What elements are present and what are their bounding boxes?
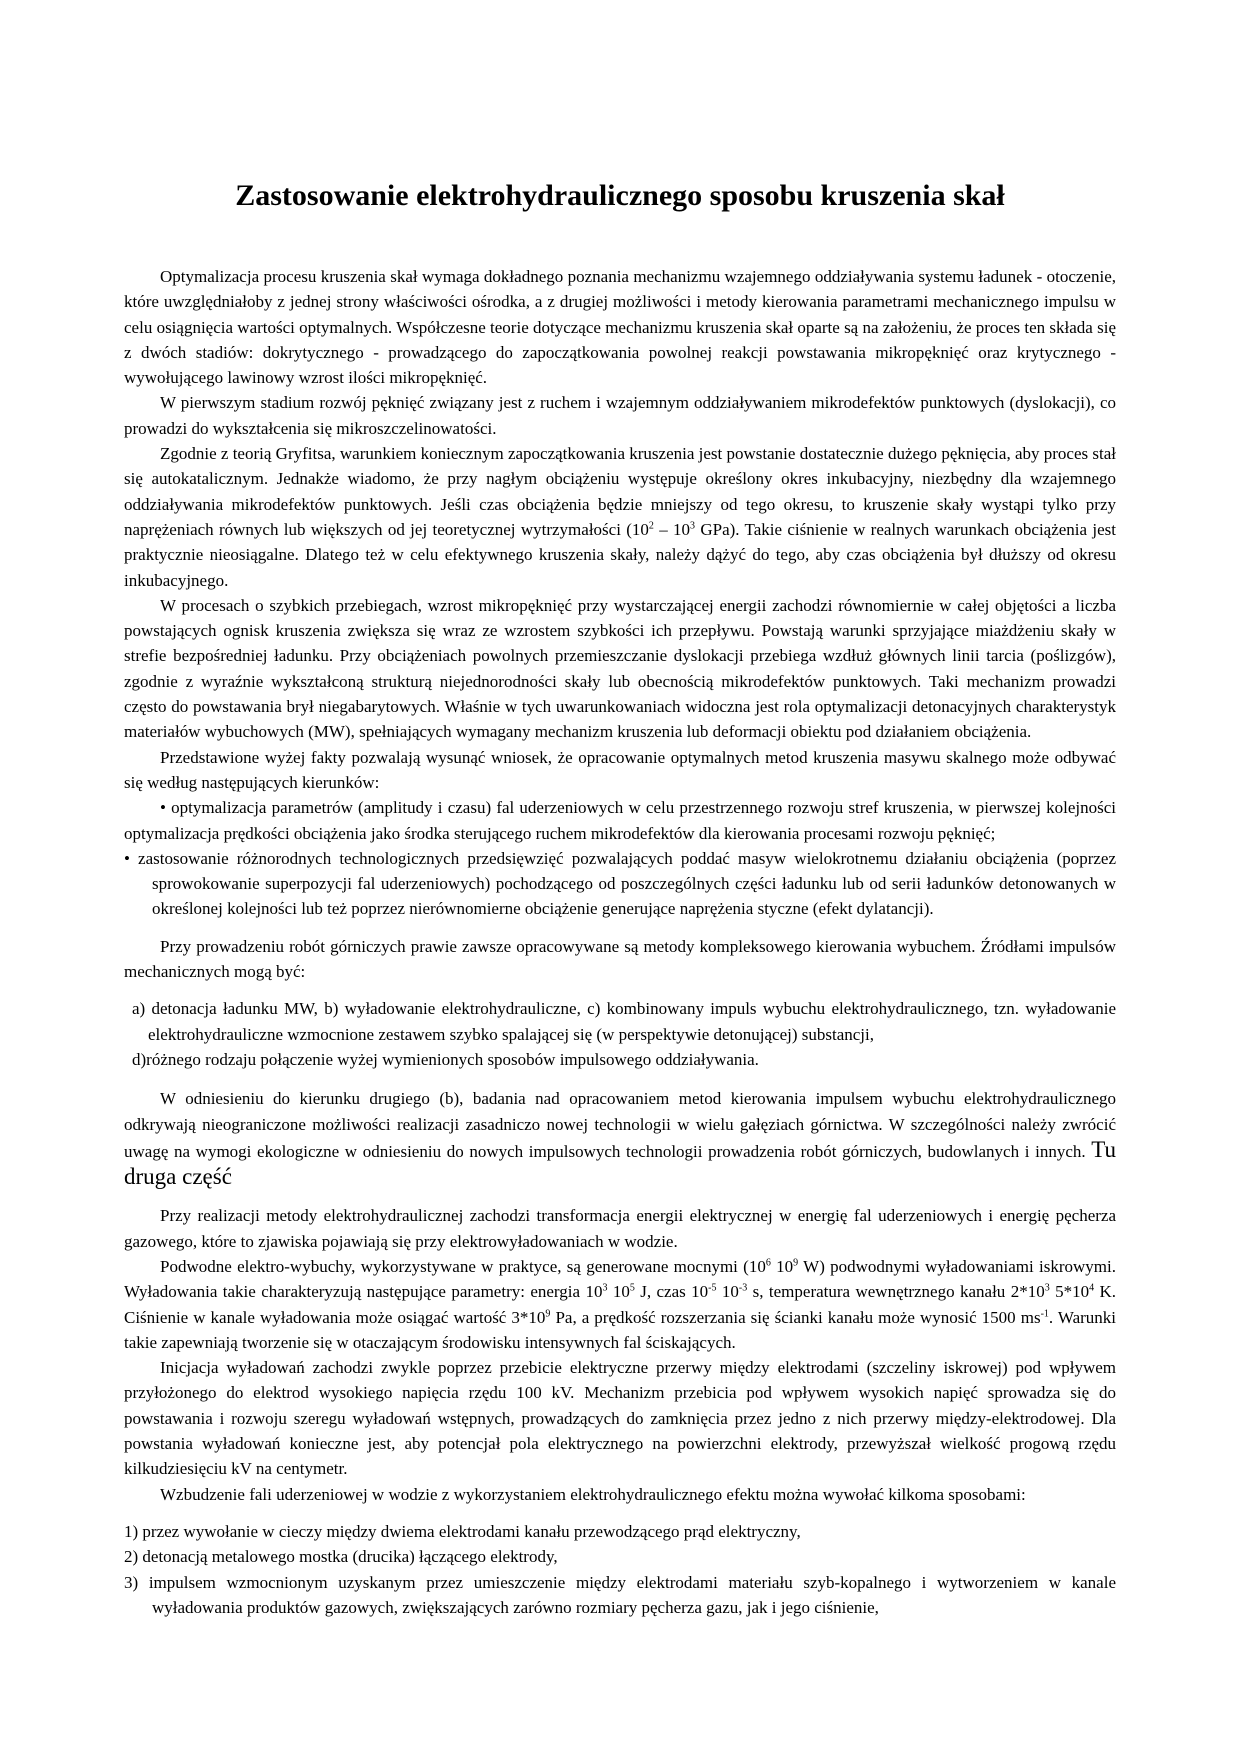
paragraph-4: W procesach o szybkich przebiegach, wzrost mikropęknięć przy wystarczającej energii zachodzi równomiernie w całej objętości a liczba powstających ognisk kruszenia zwiększa się wraz ze wzrostem szybkości ich przepływu. Powstają warunki sprzyjające miażdżeniu skały w strefie bezpośredniej ładunku. Przy obciążeniach powolnych przemieszczanie dyslokacji przebiega wzdłuż głównych linii tarcia (poślizgów), zgodnie z wyraźnie wykształconą strukturą niejednorodności skały lub obecnością mikrodefektów punktowych. Taki mechanizm prowadzi często do powstawania brył niegabarytowych. Właśnie w tych uwarunkowaniach widoczna jest rola optymalizacji detonacyjnych charakterystyk materiałów wybuchowych (MW), spełniających wymagany mechanizm kruszenia lub deformacji obiektu pod działaniem obciążenia. bbox=[124, 595, 1116, 742]
paragraph-7 bbox=[124, 1086, 1116, 1191]
superscript: 9 bbox=[793, 1257, 799, 1269]
text-run: Podwodne elektro-wybuchy, wykorzystywane w praktyce, są generowane mocnymi (10 bbox=[160, 1256, 766, 1276]
text-run: W) podwodnymi wyładowaniami iskrowymi. Wyładowania takie charakteryzują następujące parametry: energia 10 bbox=[124, 1256, 1117, 1302]
document-title: Zastosowanie elektrohydraulicznego sposobu kruszenia skał bbox=[235, 179, 1005, 212]
sources-list-1: a) detonacja ładunku MW, b) wyładowanie elektrohydrauliczne, c) kombinowany impuls wybuchu elektrohydraulicznego, tzn. wyładowanie elektrohydrauliczne wzmocnione zestawem szybko spalającej się (w perspektywie detonującej) substancji, bbox=[132, 999, 1116, 1044]
bullet-item-2: • zastosowanie różnorodnych technologicznych przedsięwzięć pozwalających poddać masyw wielokrotnemu działaniu obciążenia (poprzez sprowokowanie superpozycji fal uderzeniowych) pochodzącego od poszczególnych części ładunku lub od serii ładunków detonowanych w określonej kolejności lub też poprzez nierównomierne obciążenie generujące naprężenia styczne (efekt dylatancji). bbox=[124, 848, 1116, 919]
text-run: Pa, a prędkość rozszerzania się ścianki kanału może wynosić 1500 ms bbox=[550, 1307, 1041, 1327]
paragraph-10: Inicjacja wyładowań zachodzi zwykle poprzez przebicie elektryczne przerwy między elektrodami (szczeliny iskrowej) pod wpływem przyłożonego do elektrod wysokiego napięcia rzędu 100 kV. Mechanizm przebicia pod wpływem wysokich napięć sprowadza się do powstawania i rozwoju szeregu wyładowań wstępnych, prowadzących do zamknięcia przez jedno z nich przerwy między-elektrodowej. Dla powstania wyładowań konieczne jest, aby potencjał pola elektrycznego na powierzchni elektrody, przewyższał wielkość progową rzędu kilkudziesięciu kV na centymetr. bbox=[124, 1358, 1116, 1479]
superscript: -3 bbox=[738, 1282, 748, 1294]
paragraph-11: Wzbudzenie fali uderzeniowej w wodzie z wykorzystaniem elektrohydraulicznego efektu można wywołać kilkoma sposobami: bbox=[160, 1484, 1026, 1504]
paragraph-5: Przedstawione wyżej fakty pozwalają wysunąć wniosek, że opracowanie optymalnych metod kruszenia masywu skalnego może odbywać się według następujących kierunków: bbox=[124, 747, 1116, 792]
text-run: – 10 bbox=[653, 519, 691, 539]
text-run: 10 bbox=[716, 1282, 739, 1302]
superscript: 9 bbox=[545, 1307, 551, 1319]
superscript: 3 bbox=[690, 520, 696, 532]
paragraph-9 bbox=[124, 1254, 1116, 1355]
text-run: K. Ciśnienie w kanale wyładowania może osiągać wartość 3*10 bbox=[124, 1282, 1117, 1327]
list-item: 2) detonacją metalowego mostka (drucika) łączącego elektrody, bbox=[124, 1547, 558, 1567]
paragraph-1: Optymalizacja procesu kruszenia skał wymaga dokładnego poznania mechanizmu wzajemnego oddziaływania systemu ładunek - otoczenie, które uwzględniałoby z jednej strony właściwości ośrodka, a z drugiej możliwości i metody kierowania parametrami mechanicznego impulsu w celu osiągnięcia wartości optymalnych. Współczesne teorie dotyczące mechanizmu kruszenia skał oparte są na założeniu, że proces ten składa się z dwóch stadiów: dokrytycznego - prowadzącego do zapoczątkowania powolnej reakcji powstawania mikropęknięć oraz krytycznego - wywołującego lawinowy wzrost ilości mikropęknięć. bbox=[124, 267, 1116, 388]
paragraph-6: Przy prowadzeniu robót górniczych prawie zawsze opracowywane są metody kompleksowego kierowania wybuchem. Źródłami impulsów mechanicznych mogą być: bbox=[124, 936, 1116, 982]
text-run: GPa). Takie ciśnienie w realnych warunkach obciążenia jest praktycznie nieosiągalne. Dlatego też w celu efektywnego kruszenia skały, należy dążyć do tego, aby czas obciążenia był dłuższy od okresu inkubacyjnego. bbox=[124, 519, 1116, 590]
section-marker: Tu druga część bbox=[124, 1136, 1116, 1190]
list-item: 3) impulsem wzmocnionym uzyskanym przez umieszczenie między elektrodami materiału szyb-kopalnego i wytworzeniem w kanale wyładowania produktów gazowych, zwiększających zarówno rozmiary pęcherza gazu, jak i jego ciśnienie, bbox=[124, 1572, 1116, 1617]
text-run: 10 bbox=[770, 1256, 794, 1276]
sources-list-2: d)różnego rodzaju połączenie wyżej wymienionych sposobów impulsowego oddziaływania. bbox=[132, 1049, 759, 1069]
superscript: 3 bbox=[1044, 1282, 1050, 1294]
text-run: J, czas 10 bbox=[634, 1282, 709, 1302]
paragraph-3 bbox=[124, 441, 1116, 593]
superscript: 4 bbox=[1089, 1282, 1095, 1294]
paragraph-8: Przy realizacji metody elektrohydraulicznej zachodzi transformacja energii elektrycznej w energię fal uderzeniowych i energię pęcherza gazowego, które to zjawiska pojawiają się przy elektrowyładowaniach w wodzie. bbox=[124, 1206, 1116, 1251]
text-run: Zgodnie z teorią Gryfitsa, warunkiem koniecznym zapoczątkowania kruszenia jest powstanie dostatecznie dużego pęknięcia, aby proces stał się autokatalicznym. Jednakże wiadomo, że przy nagłym obciążeniu występuje określony okres inkubacyjny, niezbędny dla wzajemnego oddziaływania mikrodefektów punktowych. Jeśli czas obciążenia będzie mniejszy od tego okresu, to kruszenie skały wystąpi tylko przy naprężeniach równych lub większych od jej teoretycznej wytrzymałości (10 bbox=[124, 444, 1116, 539]
superscript: 3 bbox=[602, 1282, 608, 1294]
text-run: W odniesieniu do kierunku drugiego (b), badania nad opracowaniem metod kierowania impulsem wybuchu elektrohydraulicznego odkrywają nieograniczone możliwości realizacji zasadniczo nowej technologii w wielu gałęziach górnictwa. W szczególności należy zwrócić uwagę na wymogi ekologiczne w odniesieniu do nowych impulsowych technologii prowadzenia robót górniczych, budowlanych i innych. bbox=[124, 1089, 1116, 1161]
text-run: s, temperatura wewnętrznego kanału 2*10 bbox=[747, 1282, 1045, 1302]
superscript: 5 bbox=[629, 1282, 635, 1294]
text-run: 10 bbox=[607, 1282, 630, 1302]
paragraph-2: W pierwszym stadium rozwój pęknięć związany jest z ruchem i wzajemnym oddziaływaniem mikrodefektów punktowych (dyslokacji), co prowadzi do wykształcenia się mikroszczelinowatości. bbox=[124, 393, 1116, 438]
bullet-item-1: • optymalizacja parametrów (amplitudy i czasu) fal uderzeniowych w celu przestrzennego rozwoju stref kruszenia, w pierwszej kolejności optymalizacja prędkości obciążenia jako środka sterującego ruchem mikrodefektów dla kierowania procesami rozwoju pęknięć; bbox=[124, 798, 1116, 843]
superscript: 6 bbox=[765, 1257, 771, 1269]
superscript: 2 bbox=[648, 520, 654, 532]
superscript: -5 bbox=[708, 1282, 717, 1294]
methods-list bbox=[124, 1519, 1116, 1620]
text-run: 5*10 bbox=[1049, 1282, 1090, 1302]
superscript: -1 bbox=[1040, 1307, 1049, 1319]
text-run: . Warunki takie zapewniają tworzenie się w otaczającym środowisku intensywnych fal ściskających. bbox=[124, 1307, 1116, 1352]
list-item: 1) przez wywołanie w cieczy między dwiema elektrodami kanału przewodzącego prąd elektryczny, bbox=[124, 1521, 801, 1541]
